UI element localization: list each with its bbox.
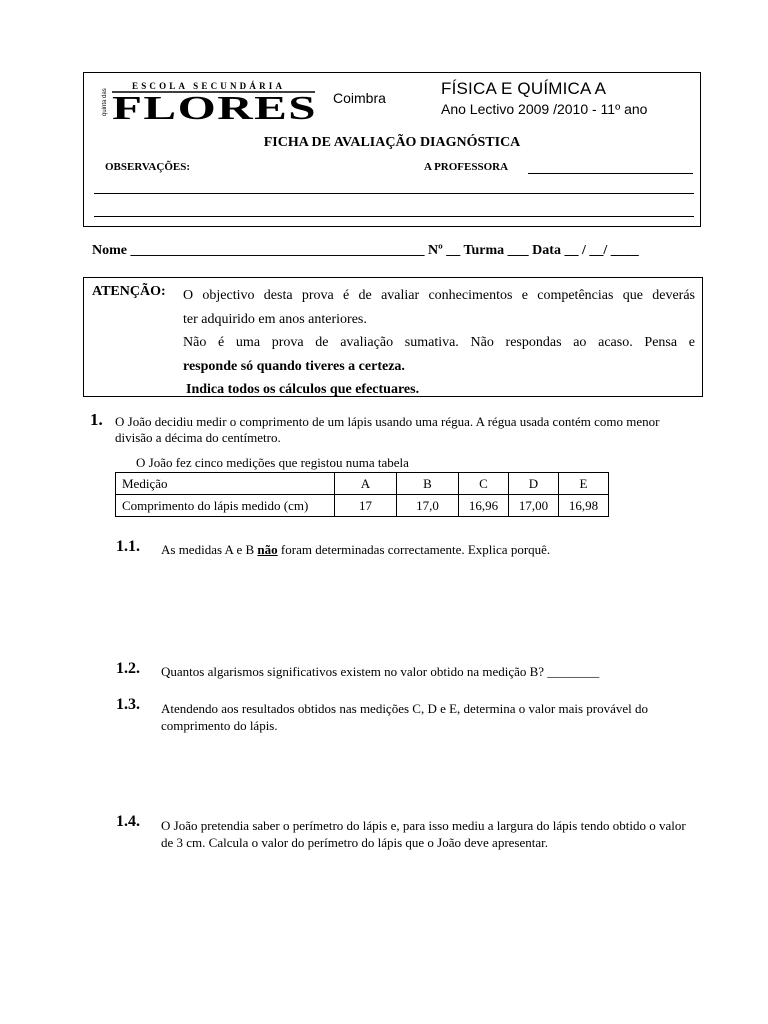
- subquestion-number: 1.1.: [116, 538, 140, 555]
- question-number: 1.: [90, 410, 103, 429]
- table-header-cell: E: [559, 473, 609, 495]
- table-header-cell: B: [397, 473, 459, 495]
- observations-line[interactable]: [94, 193, 694, 194]
- svg-text:ESCOLA SECUNDÁRIA: ESCOLA SECUNDÁRIA: [132, 81, 286, 91]
- attention-label: ATENÇÃO:: [92, 284, 166, 299]
- subject-title: FÍSICA E QUÍMICA A: [441, 79, 607, 98]
- table-row: [116, 495, 609, 517]
- observations-label: OBSERVAÇÕES:: [105, 161, 190, 173]
- school-year: Ano Lectivo 2009 /2010 - 11º ano: [441, 101, 648, 117]
- teacher-signature-line[interactable]: [528, 173, 693, 174]
- table-cell: 17,00: [509, 495, 559, 517]
- subquestion-text: As medidas A e B não foram determinadas correctamente. Explica porquê.: [161, 542, 551, 557]
- subquestion-number: 1.3.: [116, 696, 140, 713]
- svg-text:quinta das: quinta das: [102, 88, 108, 116]
- teacher-label: A PROFESSORA: [424, 161, 509, 173]
- table-cell: 16,96: [459, 495, 509, 517]
- table-header-label: Medição: [116, 473, 335, 495]
- table-header-cell: A: [335, 473, 397, 495]
- observations-line[interactable]: [94, 216, 694, 217]
- attention-line: O objectivo desta prova é de avaliar conhecimentos e competências que deverás: [183, 288, 695, 303]
- city-name: Coimbra: [333, 90, 386, 106]
- measurements-table: [115, 472, 609, 517]
- table-header-cell: C: [459, 473, 509, 495]
- table-row-label: Comprimento do lápis medido (cm): [116, 495, 335, 517]
- svg-text:FLORES: FLORES: [112, 90, 317, 120]
- subquestion-text: O João pretendia saber o perímetro do lápis e, para isso mediu a largura do lápis tendo obtido o valor de 3 cm. Calcula o valor do perímetro do lápis que o João deve apresentar.: [161, 818, 686, 850]
- emphasis-text: não: [257, 542, 278, 557]
- school-logo: [100, 80, 325, 120]
- attention-line: Não é uma prova de avaliação sumativa. Não respondas ao acaso. Pensa e: [183, 335, 695, 350]
- table-cell: 16,98: [559, 495, 609, 517]
- page-title: FICHA DE AVALIAÇÃO DIAGNÓSTICA: [263, 135, 521, 150]
- table-cell: 17: [335, 495, 397, 517]
- table-intro: O João fez cinco medições que registou numa tabela: [136, 455, 409, 470]
- subquestion-number: 1.4.: [116, 813, 140, 830]
- attention-text: [183, 284, 695, 402]
- table-cell: 17,0: [397, 495, 459, 517]
- table-header-cell: D: [509, 473, 559, 495]
- subquestion-text: Atendendo aos resultados obtidos nas medições C, D e E, determina o valor mais provável do comprimento do lápis.: [161, 701, 649, 733]
- subquestion-text: Quantos algarismos significativos existem no valor obtido na medição B? ________: [161, 664, 600, 679]
- attention-line: ter adquirido em anos anteriores.: [183, 311, 367, 327]
- attention-line-bold: responde só quando tiveres a certeza.: [183, 358, 405, 374]
- subquestion-number: 1.2.: [116, 660, 140, 677]
- table-header-row: [116, 473, 609, 495]
- question-text: O João decidiu medir o comprimento de um lápis usando uma régua. A régua usada contém como menor divisão a décima do centímetro.: [115, 414, 660, 445]
- attention-line-bold: Indica todos os cálculos que efectuares.: [186, 382, 420, 397]
- student-info-line[interactable]: Nome __________________________________________ Nº __ Turma ___ Data __ / __/ ____: [92, 243, 639, 258]
